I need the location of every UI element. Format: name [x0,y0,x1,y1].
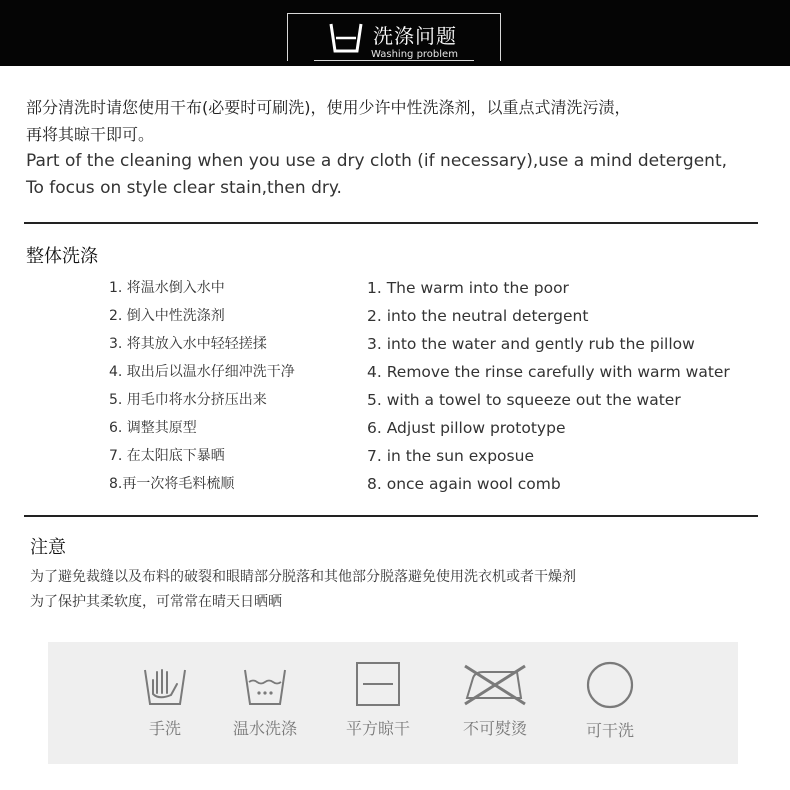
care-label: 温水洗涤 [232,719,297,738]
header-title: 洗涤问题 [373,24,457,48]
step-en: 1. The warm into the poor [367,279,569,297]
header-banner [0,0,790,66]
flat-dry-icon [354,660,402,708]
step-en: 6. Adjust pillow prototype [367,419,566,437]
care-label: 可干洗 [585,721,634,740]
step-en: 5. with a towel to squeeze out the water [367,391,681,409]
intro-en-line: To focus on style clear stain,then dry. [26,178,342,198]
step-en: 2. into the neutral detergent [367,307,589,325]
intro-zh-line: 部分清洗时请您使用干布(必要时可刷洗)，使用少许中性洗涤剂，以重点式清洗污渍， [26,98,631,117]
wash-basin-icon [328,20,364,56]
care-item-flat-dry [323,660,433,739]
steps-en-list [367,277,730,501]
step-zh: 1. 将温水倒入水中 [109,280,225,296]
step-zh: 4. 取出后以温水仔细冲洗干净 [109,364,295,380]
divider [24,515,758,517]
notice-text [30,565,576,615]
dry-clean-icon [585,660,635,710]
steps-zh-list [109,277,295,501]
step-zh: 2. 倒入中性洗涤剂 [109,308,225,324]
intro-zh-line: 再将其晾干即可。 [26,125,155,144]
care-item-do-not-iron [440,660,550,739]
intro-en-line: Part of the cleaning when you use a dry cloth (if necessary),use a mind detergent, [26,151,728,171]
notice-section-title: 注意 [30,537,66,558]
care-label: 平方晾干 [345,719,410,738]
step-zh: 7. 在太阳底下暴晒 [109,448,225,464]
care-item-hand-wash [110,660,220,739]
washing-section-title: 整体洗涤 [26,246,98,267]
step-zh: 8.再一次将毛料梳顺 [109,476,235,492]
notice-line: 为了保护其柔软度，可常常在晴天日晒晒 [30,594,282,610]
divider [24,222,758,224]
care-label: 不可熨烫 [462,719,527,738]
care-symbols-panel [48,642,738,764]
step-zh: 3. 将其放入水中轻轻搓揉 [109,336,267,352]
intro-text [26,94,766,202]
care-item-dry-clean [555,660,665,741]
step-en: 4. Remove the rinse carefully with warm water [367,363,730,381]
hand-wash-icon [141,660,189,708]
step-en: 3. into the water and gently rub the pillow [367,335,695,353]
care-label: 手洗 [148,719,181,738]
step-zh: 5. 用毛巾将水分挤压出来 [109,392,267,408]
care-item-warm-water-wash [210,660,320,739]
step-en: 7. in the sun exposue [367,447,534,465]
do-not-iron-icon [459,660,531,708]
notice-line: 为了避免裁缝以及布料的破裂和眼睛部分脱落和其他部分脱落避免使用洗衣机或者干燥剂 [30,569,576,585]
warm-water-wash-icon [241,660,289,708]
step-en: 8. once again wool comb [367,475,561,493]
step-zh: 6. 调整其原型 [109,420,197,436]
header-subtitle: Washing problem [371,49,458,60]
